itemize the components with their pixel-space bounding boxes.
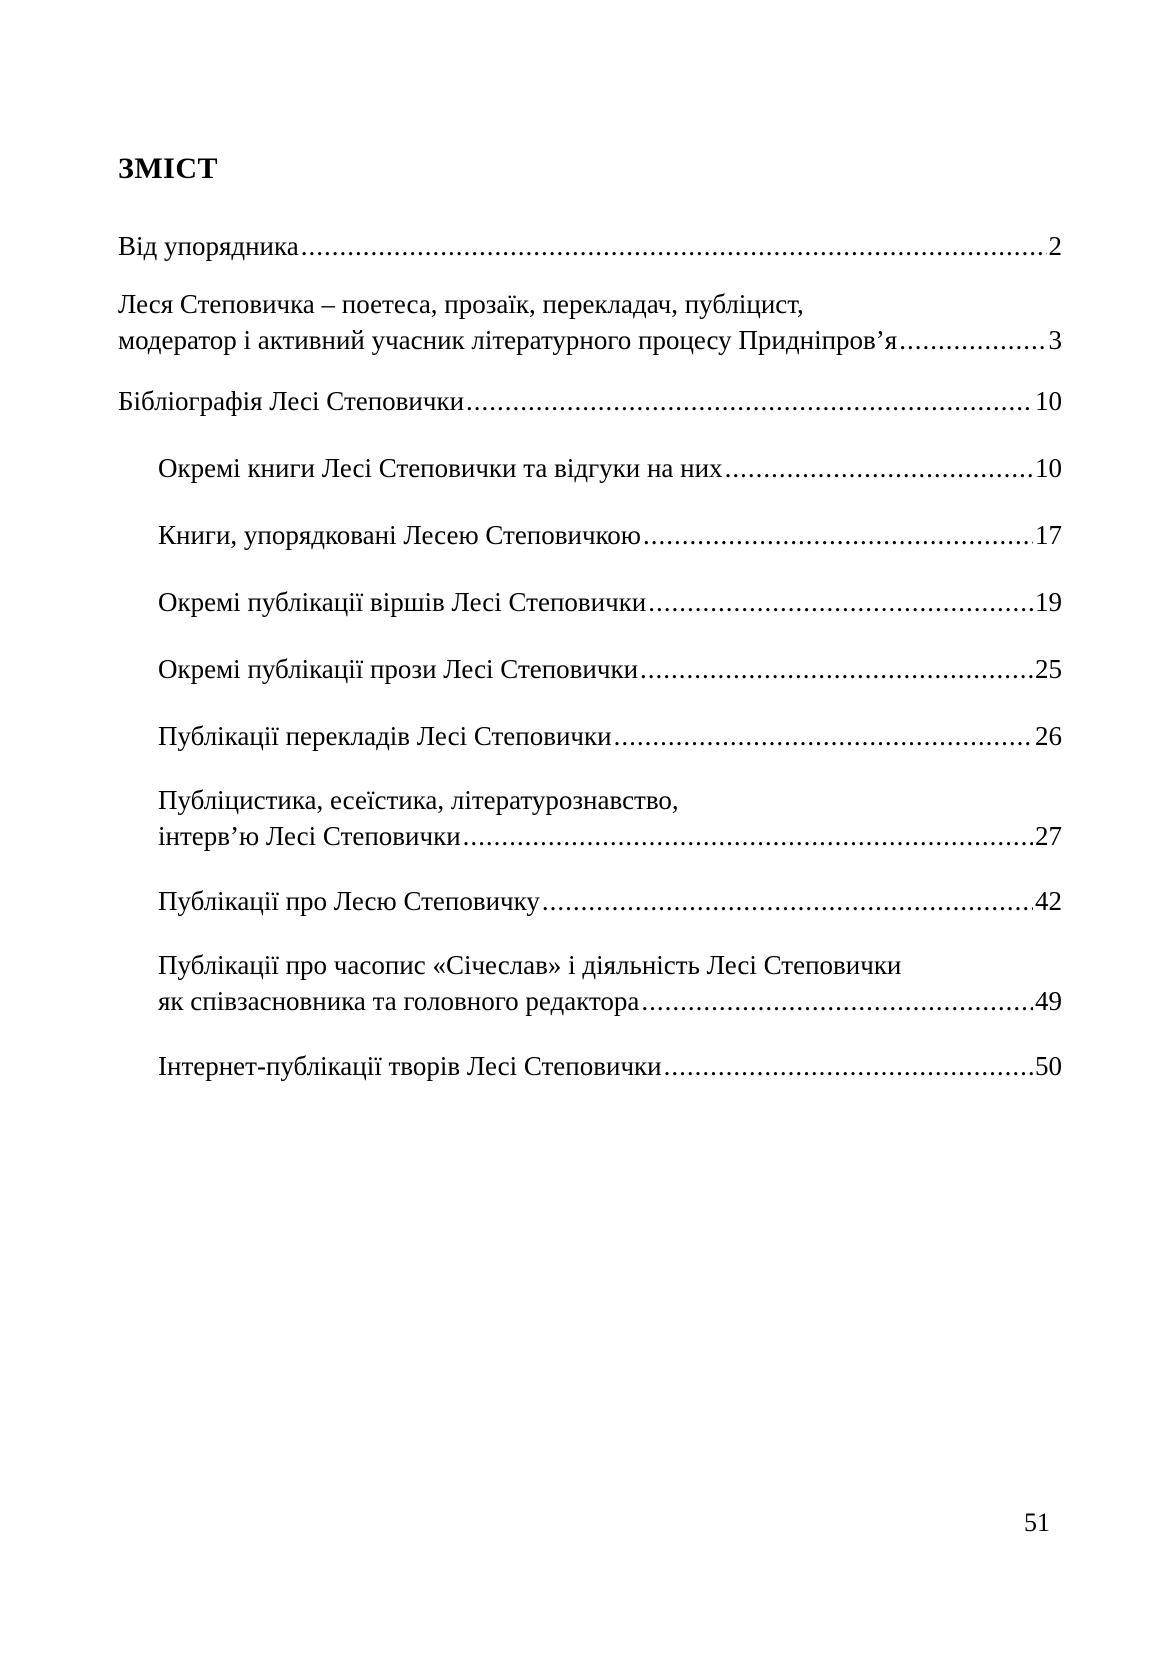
toc-entry-line [158,883,1062,919]
toc-entry-page: 10 [1035,386,1062,416]
toc-entry-line [158,983,1062,1019]
toc-entry-line [158,818,1062,854]
toc-entry-separate-books[interactable] [158,450,1062,486]
toc-entry-page: 17 [1035,520,1062,550]
page-number: 51 [1024,1508,1050,1537]
toc-entry-title: Окремі книги Лесі Степовички та відгуки на них [158,453,723,483]
toc-entry-line [158,584,1062,620]
toc-entry-page: 49 [1035,986,1062,1016]
toc-heading: ЗМІСТ [118,152,218,185]
toc-entry-title-line-1: Публікації про часопис «Січеслав» і діяльність Лесі Степовички [158,950,902,980]
toc-entry-prose-publications[interactable] [158,651,1062,687]
dot-leader [640,651,1033,687]
dot-leader [899,322,1046,358]
toc-entry-page: 19 [1035,587,1062,617]
toc-entry-page: 25 [1035,654,1062,684]
toc-entry-poetry-publications[interactable] [158,584,1062,620]
toc-entry-line [158,718,1062,754]
toc-entry-translations[interactable] [158,718,1062,754]
toc-entry-title-line-1: Публіцистика, есеїстика, літературознавство, [158,785,679,815]
toc-entry-line [158,1048,1062,1084]
toc-entry-title: Інтернет-публікації творів Лесі Степовички [158,1051,662,1081]
toc-entry-bibliography[interactable] [118,383,1062,419]
toc-entry-line [118,322,1062,358]
toc-entry-title: Публікації про Лесю Степовичку [158,886,540,916]
toc-entry-title: Від упорядника [118,231,299,261]
dot-leader [463,818,1033,854]
dot-leader [664,1048,1033,1084]
dot-leader [301,228,1047,264]
toc-entry-internet-publications[interactable] [158,1048,1062,1084]
dot-leader [614,718,1033,754]
dot-leader [641,983,1033,1019]
toc-entry-biography[interactable] [118,286,1062,358]
toc-entry-journalism[interactable] [158,782,1062,854]
toc-entry-page: 10 [1035,453,1062,483]
toc-entry-title: Бібліографія Лесі Степовички [118,386,465,416]
toc-entry-page: 50 [1035,1051,1062,1081]
dot-leader [542,883,1033,919]
toc-entry-title-line-2: модератор і активний учасник літературного процесу Придніпров’я [118,325,898,355]
dot-leader [648,584,1033,620]
toc-entry-page: 42 [1035,886,1062,916]
toc-entry-page: 3 [1048,325,1062,355]
toc-entry-line [158,450,1062,486]
dot-leader [643,517,1033,553]
toc-entry-page: 27 [1035,821,1062,851]
toc-entry-title: Книги, упорядковані Лесею Степовичкою [158,520,641,550]
toc-entry-title: Публікації перекладів Лесі Степовички [158,721,612,751]
toc-entry-line [158,517,1062,553]
toc-entry-title-line-2: як співзасновника та головного редактора [158,986,640,1016]
toc-entry-title-line-1: Леся Степовичка – поетеса, прозаїк, перекладач, публіцист, [118,289,804,319]
toc-entry-page: 2 [1048,231,1062,261]
toc-entry-line [118,228,1062,264]
toc-entry-compiled-books[interactable] [158,517,1062,553]
toc-entry-about-author[interactable] [158,883,1062,919]
toc-entry-line [118,383,1062,419]
toc-entry-line [158,651,1062,687]
toc-entry-title: Окремі публікації віршів Лесі Степовички [158,587,647,617]
toc-entry-title-line-2: інтерв’ю Лесі Степовички [158,821,461,851]
toc-entry-sicheslav[interactable] [158,947,1062,1019]
dot-leader [466,383,1033,419]
toc-entry-page: 26 [1035,721,1062,751]
dot-leader [725,450,1033,486]
toc-entry-foreword[interactable] [118,228,1062,264]
toc-entry-title: Окремі публікації прози Лесі Степовички [158,654,639,684]
